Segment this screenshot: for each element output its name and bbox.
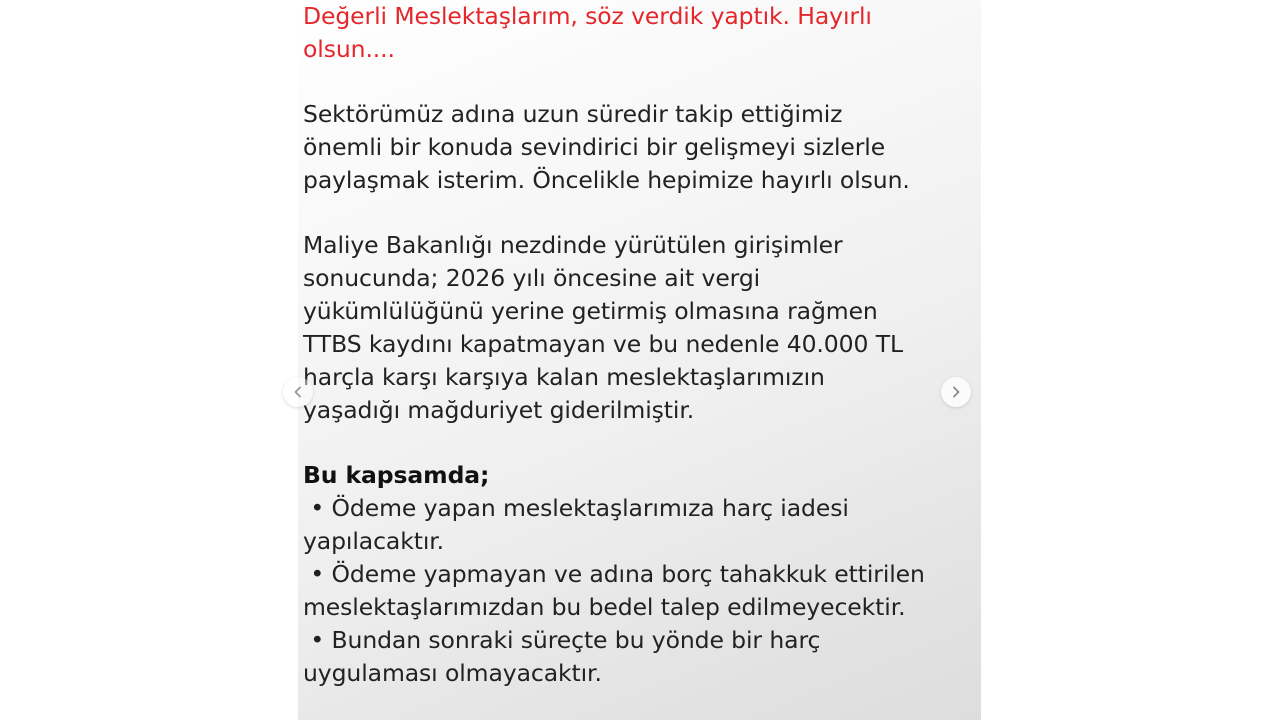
scope-title: Bu kapsamda; bbox=[303, 461, 490, 489]
bullet-line-4: meslektaşlarımızdan bu bedel talep edilmeyecektir. bbox=[303, 593, 906, 621]
heading-line-2: olsun.... bbox=[303, 35, 395, 63]
bullet-line-3: • Ödeme yapmayan ve adına borç tahakkuk ettirilen bbox=[303, 560, 925, 588]
post-text bbox=[303, 0, 973, 690]
paragraph2-line-2: sonucunda; 2026 yılı öncesine ait vergi bbox=[303, 264, 761, 292]
previous-slide-button[interactable] bbox=[283, 377, 313, 407]
paragraph2-line-4: TTBS kaydını kapatmayan ve bu nedenle 40.000 TL bbox=[303, 330, 903, 358]
paragraph2-line-6: yaşadığı mağduriyet giderilmiştir. bbox=[303, 396, 695, 424]
paragraph1-line-3: paylaşmak isterim. Öncelikle hepimize hayırlı olsun. bbox=[303, 166, 910, 194]
chevron-right-icon bbox=[950, 386, 962, 398]
next-slide-button[interactable] bbox=[941, 377, 971, 407]
paragraph2-line-3: yükümlülüğünü yerine getirmiş olmasına rağmen bbox=[303, 297, 878, 325]
heading-line-1: Değerli Meslektaşlarım, söz verdik yaptık. Hayırlı bbox=[303, 2, 872, 30]
paragraph1-line-1: Sektörümüz adına uzun süredir takip ettiğimiz bbox=[303, 100, 843, 128]
post-image-panel bbox=[298, 0, 981, 720]
bullet-line-1: • Ödeme yapan meslektaşlarımıza harç iadesi bbox=[303, 494, 849, 522]
chevron-left-icon bbox=[292, 386, 304, 398]
paragraph1-line-2: önemli bir konuda sevindirici bir gelişmeyi sizlerle bbox=[303, 133, 886, 161]
bullet-line-2: yapılacaktır. bbox=[303, 527, 445, 555]
paragraph2-line-5: harçla karşı karşıya kalan meslektaşlarımızın bbox=[303, 363, 825, 391]
paragraph2-line-1: Maliye Bakanlığı nezdinde yürütülen girişimler bbox=[303, 231, 843, 259]
bullet-line-5: • Bundan sonraki süreçte bu yönde bir harç bbox=[303, 626, 821, 654]
bullet-line-6: uygulaması olmayacaktır. bbox=[303, 659, 602, 687]
